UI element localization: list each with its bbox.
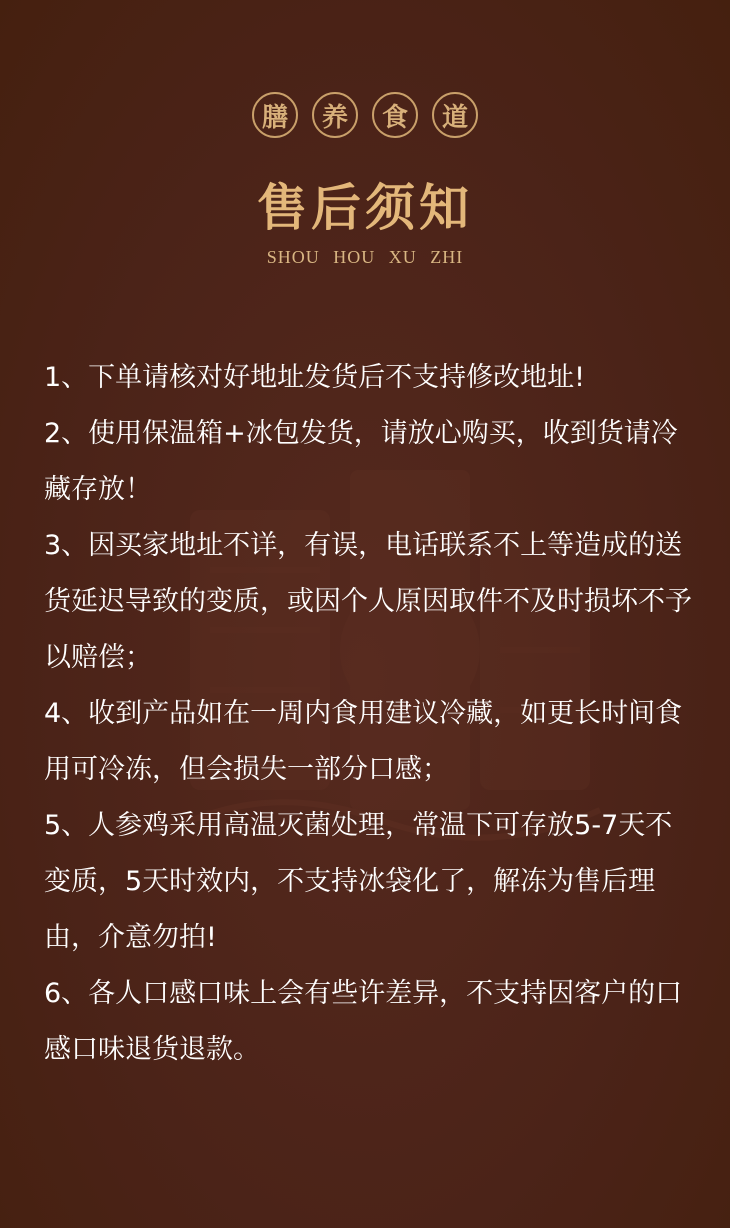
brand-seal-char: 膳 xyxy=(252,92,298,138)
notice-item: 6、各人口感口味上会有些许差异，不支持因客户的口感口味退货退款。 xyxy=(44,978,683,1065)
brand-seal-char: 道 xyxy=(432,92,478,138)
notice-item: 4、收到产品如在一周内食用建议冷藏，如更长时间食用可冷冻，但会损失一部分口感； xyxy=(44,698,683,785)
page-title: 售后须知 xyxy=(257,178,473,237)
brand-seal-row xyxy=(0,92,730,138)
notice-item: 1、下单请核对好地址发货后不支持修改地址! xyxy=(44,362,586,393)
notice-item: 3、因买家地址不详，有误，电话联系不上等造成的送货延迟导致的变质，或因个人原因取件不及时损坏不予以赔偿； xyxy=(44,530,692,673)
brand-seal-char: 养 xyxy=(312,92,358,138)
brand-seal-char: 食 xyxy=(372,92,418,138)
page-subtitle: SHOU HOU XU ZHI xyxy=(266,247,464,267)
notice-item: 5、人参鸡采用高温灭菌处理，常温下可存放5-7天不变质，5天时效内，不支持冰袋化了，解冻为售后理由，介意勿拍! xyxy=(44,810,673,953)
notice-list xyxy=(44,350,692,1078)
notice-item: 2、使用保温箱+冰包发货，请放心购买，收到货请冷藏存放！ xyxy=(44,418,678,505)
